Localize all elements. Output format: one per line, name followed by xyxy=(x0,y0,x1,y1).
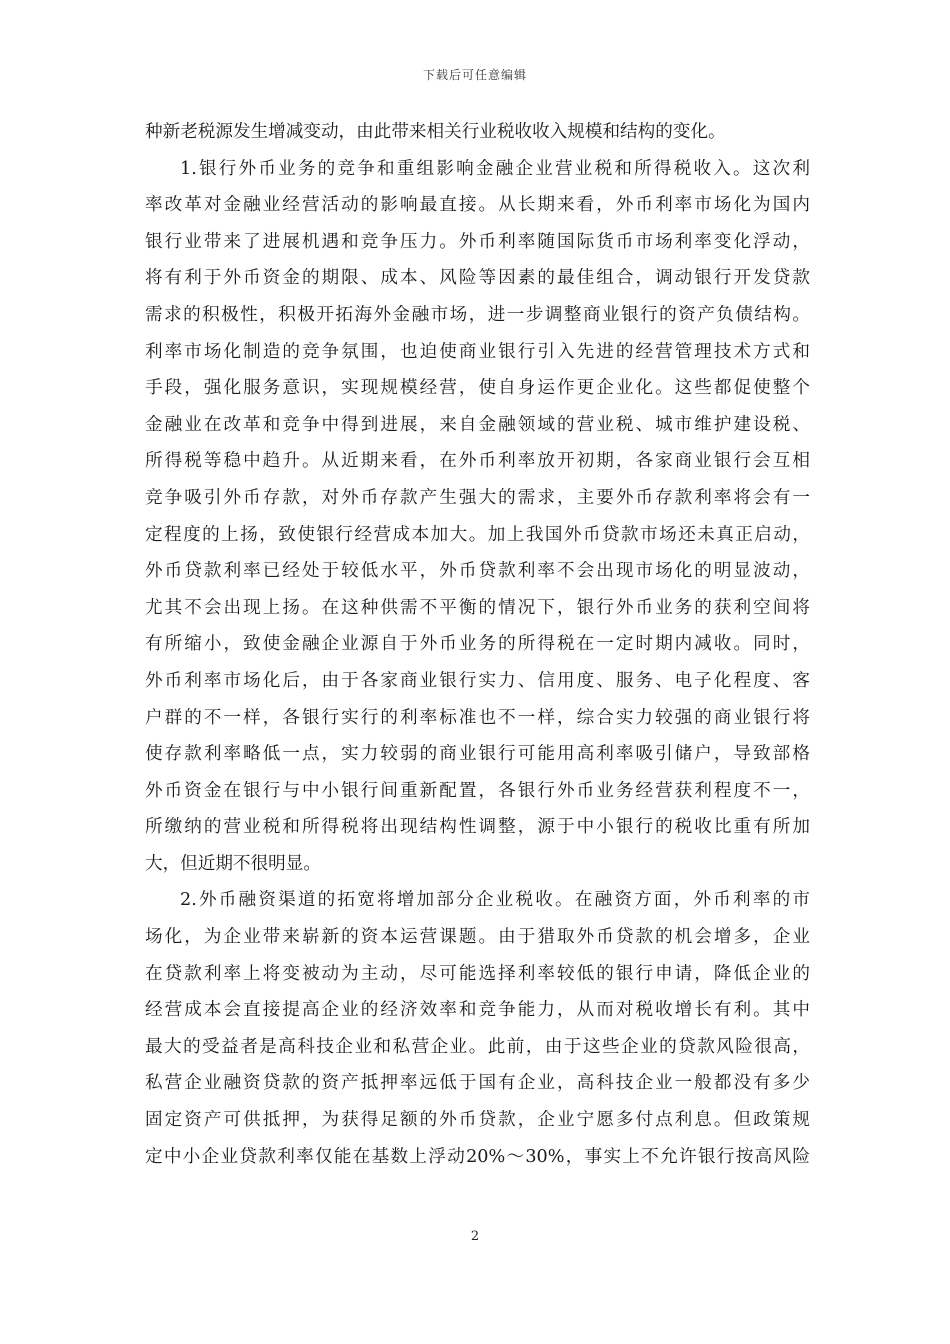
text-line: 使存款利率略低一点，实力较弱的商业银行可能用高利率吸引储户，导致部格 xyxy=(145,744,810,765)
text-line: 定中小企业贷款利率仅能在基数上浮动20%～30%，事实上不允许银行按高风险 xyxy=(145,1146,810,1167)
text-line: 固定资产可供抵押，为获得足额的外币贷款，企业宁愿多付点利息。但政策规 xyxy=(145,1110,810,1131)
text-line: 竞争吸引外币存款，对外币存款产生强大的需求，主要外币存款利率将会有一 xyxy=(145,487,810,508)
text-line: 率改革对金融业经营活动的影响最直接。从长期来看，外币利率市场化为国内 xyxy=(145,195,810,216)
text-line: 私营企业融资贷款的资产抵押率远低于国有企业，高科技企业一般都没有多少 xyxy=(145,1073,810,1094)
page-header: 下载后可任意编辑 xyxy=(422,68,527,82)
text-line: 利率市场化制造的竞争氛围，也迫使商业银行引入先进的经营管理技术方式和 xyxy=(145,341,810,362)
paragraph-2-first-line: 2.外币融资渠道的拓宽将增加部分企业税收。在融资方面，外币利率的市 xyxy=(180,890,810,911)
text-line: 所得税等稳中趋升。从近期来看，在外币利率放开初期，各家商业银行会互相 xyxy=(145,451,810,472)
text-line: 在贷款利率上将变被动为主动，尽可能选择利率较低的银行申请，降低企业的 xyxy=(145,963,810,984)
text-line: 外币利率市场化后，由于各家商业银行实力、信用度、服务、电子化程度、客 xyxy=(145,670,810,691)
text-line: 银行业带来了进展机遇和竞争压力。外币利率随国际货币市场利率变化浮动， xyxy=(145,231,810,252)
text-line: 外币贷款利率已经处于较低水平，外币贷款利率不会出现市场化的明显波动， xyxy=(145,561,810,582)
page-number: 2 xyxy=(470,1229,480,1244)
text-line: 需求的积极性，积极开拓海外金融市场，进一步调整商业银行的资产负债结构。 xyxy=(145,304,810,325)
text-line: 金融业在改革和竞争中得到进展，来自金融领域的营业税、城市维护建设税、 xyxy=(145,414,810,435)
text-line: 种新老税源发生增减变动，由此带来相关行业税收收入规模和结构的变化。 xyxy=(145,122,726,142)
body-text xyxy=(145,114,810,1175)
paragraph-1-first-line: 1.银行外币业务的竞争和重组影响金融企业营业税和所得税收入。这次利 xyxy=(180,158,810,179)
text-line: 户群的不一样，各银行实行的利率标准也不一样，综合实力较强的商业银行将 xyxy=(145,707,810,728)
text-line: 手段，强化服务意识，实现规模经营，使自身运作更企业化。这些都促使整个 xyxy=(145,378,810,399)
text-line: 最大的受益者是高科技企业和私营企业。此前，由于这些企业的贷款风险很高， xyxy=(145,1036,810,1057)
text-line: 尤其不会出现上扬。在这种供需不平衡的情况下，银行外币业务的获利空间将 xyxy=(145,597,810,618)
text-line: 经营成本会直接提高企业的经济效率和竞争能力，从而对税收增长有利。其中 xyxy=(145,1000,810,1021)
text-line: 外币资金在银行与中小银行间重新配置，各银行外币业务经营获利程度不一， xyxy=(145,780,810,801)
text-line: 场化，为企业带来崭新的资本运营课题。由于猎取外币贷款的机会增多，企业 xyxy=(145,927,810,948)
text-line: 将有利于外币资金的期限、成本、风险等因素的最佳组合，调动银行开发贷款 xyxy=(145,268,810,289)
text-line: 定程度的上扬，致使银行经营成本加大。加上我国外币贷款市场还未真正启动， xyxy=(145,524,810,545)
text-line: 所缴纳的营业税和所得税将出现结构性调整，源于中小银行的税收比重有所加 xyxy=(145,817,810,838)
text-line: 有所缩小，致使金融企业源自于外币业务的所得税在一定时期内减收。同时， xyxy=(145,634,810,655)
paragraph-1-last-line: 大，但近期不很明显。 xyxy=(145,853,321,874)
